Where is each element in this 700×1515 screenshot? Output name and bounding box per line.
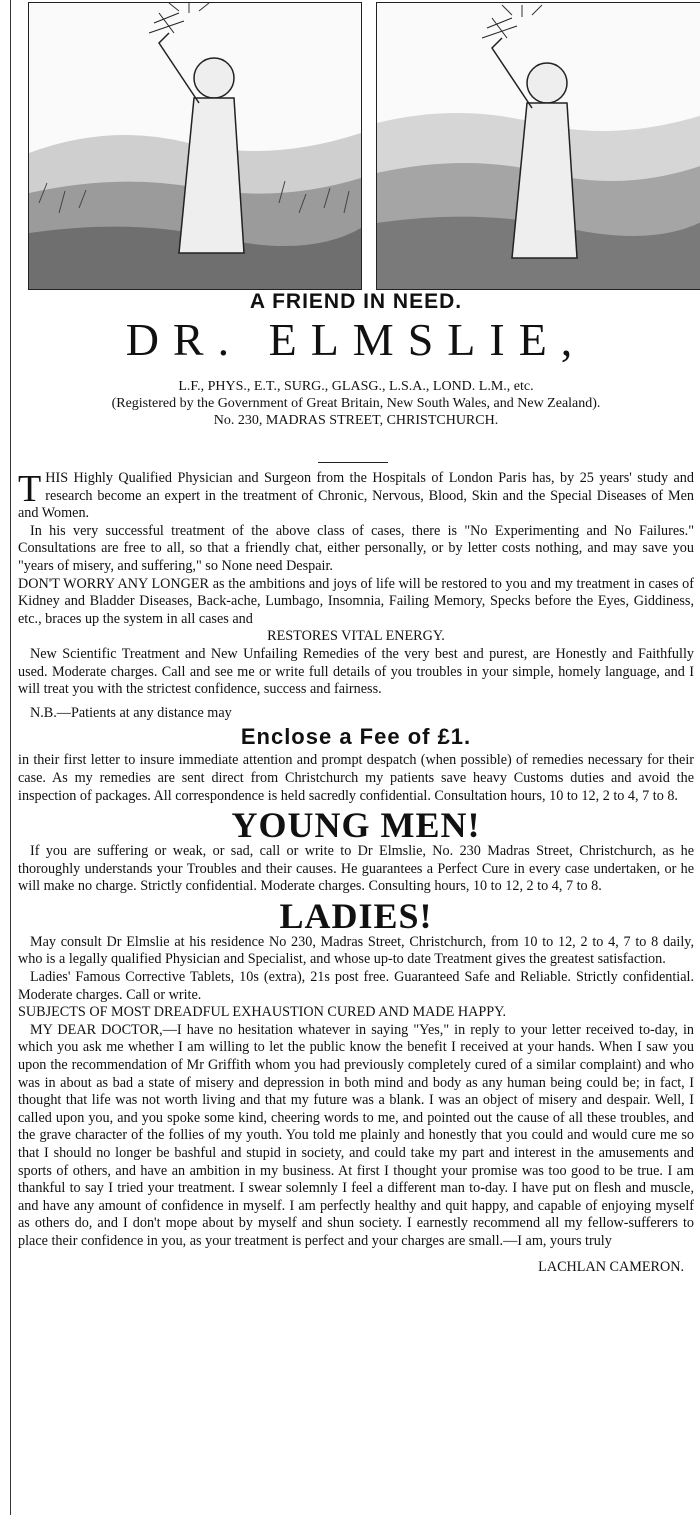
intro-paragraph-1	[18, 470, 694, 523]
ladies-heading: LADIES!	[279, 895, 433, 936]
intro-paragraph-3: DON'T WORRY ANY LONGER as the ambitions and joys of life will be restored to you and my treatment in cases of Kidney and Bladder Diseases, Back-ache, Lumbago, Insomnia, Failing Memory, Specks before the Eyes, Giddiness, etc., braces up the system in all cases and	[18, 575, 694, 627]
ladies-paragraph-2: Ladies' Famous Corrective Tablets, 10s (extra), 21s post free. Guaranteed Safe and Reliable. Strictly confidential. Moderate charges. Call or write.	[18, 969, 694, 1003]
figure-woman-right-illustration	[377, 3, 700, 289]
address-line: No. 230, MADRAS STREET, CHRISTCHURCH.	[213, 413, 499, 428]
column-rule	[10, 0, 11, 1515]
fee-heading: Enclose a Fee of £1.	[240, 724, 472, 750]
intro-paragraph-1-text: HIS Highly Qualified Physician and Surgeon from the Hospitals of London Paris has, by 25 years' study and research become an expert in the treatment of Chronic, Nervous, Blood, Skin and the Special Diseases of Men and Women.	[18, 470, 694, 522]
testimonial-heading: SUBJECTS OF MOST DREADFUL EXHAUSTION CURED AND MADE HAPPY.	[18, 1004, 507, 1021]
restores-vital-energy: RESTORES VITAL ENERGY.	[267, 628, 445, 645]
headline-doctor-name: DR. ELMSLIE,	[125, 314, 587, 365]
qualifications-line: L.F., PHYS., E.T., SURG., GLASG., L.S.A., LOND. L.M., etc.	[178, 379, 534, 394]
illustration-right	[376, 2, 700, 290]
nb-line: N.B.—Patients at any distance may	[30, 704, 232, 721]
young-men-paragraph: If you are suffering or weak, or sad, call or write to Dr Elmslie, No. 230 Madras Street, Christchurch, as he thoroughly understands your Troubles and their causes. He guarantees a Perfect Cure in every case undertaken, or he will make no charge. Strictly confidential. Moderate charges. Consulting hours, 10 to 12, 2 to 4, 7 to 8.	[18, 843, 694, 895]
qualifications-block	[18, 378, 694, 429]
young-men-heading: YOUNG MEN!	[231, 805, 481, 846]
intro-paragraph-4: New Scientific Treatment and New Unfailing Remedies of the very best and purest, are Honestly and Faithfully used. Moderate charges. Call and see me or write full details of you troubles in your simple, homely language, and I will treat you with the strictest confidence, success and fairness.	[18, 645, 694, 698]
headline-friend-in-need: A FRIEND IN NEED.	[249, 290, 463, 313]
drop-cap: T	[18, 468, 42, 510]
ladies-paragraph-1: May consult Dr Elmslie at his residence No 230, Madras Street, Christchurch, from 10 to 12, 2 to 4, 7 to 8 daily, who is a legally qualified Physician and Specialist, and whose up-to date Treatment gives the greatest satisfaction.	[18, 933, 694, 968]
registration-line: (Registered by the Government of Great Britain, New South Wales, and New Zealand).	[111, 396, 601, 411]
divider-rule	[318, 462, 388, 463]
testimonial-signature: LACHLAN CAMERON.	[538, 1258, 684, 1275]
testimonial-letter: MY DEAR DOCTOR,—I have no hesitation whatever in saying "Yes," in reply to your letter received to-day, in which you ask me whether I am willing to let the public know the benefit I received at your hands. When I saw you upon the recommendation of Mr Griffith whom you had previously completely cured of a similar complaint) and who was in about as bad a state of misery and depression in both mind and body as any human being could be; in fact, I thought that life was not worth living and that my future was a blank. I was an object of misery and despair. Well, I called upon you, and you spoke some kind, cheering words to me, and pointed out the cause of all these troubles, and the grave character of the follies of my youth. You told me plainly and honestly that you could and would cure me so that I should no longer be bashful and stupid in society, and could take my part and interest in the amusements and sports of others, and have an ambition in my business. At first I thought your promise was too good to be true. I am thankful to say I tried your treatment. I swear solemnly I feel a different man to-day. I have put on flesh and muscle, and have any amount of confidence in myself. I am perfectly healthy and quit happy, and capable of enjoying myself as others do, and I don't mope about by myself and shun society. I earnestly recommend all my fellow-sufferers to place their confidence in you, as your treatment is perfect and your charges are small.—I am, yours truly	[18, 1021, 694, 1249]
figure-woman-left-illustration	[29, 3, 361, 289]
illustration-left	[28, 2, 362, 290]
intro-section	[18, 470, 694, 1276]
intro-paragraph-2: In his very successful treatment of the above class of cases, there is "No Experimenting and No Failures." Consultations are free to all, so that a friendly chat, either personally, or by letter costs nothing, and may save you "years of misery, and suffering," so None need Despair.	[18, 522, 694, 574]
intro-paragraph-5: in their first letter to insure immediate attention and prompt despatch (when possible) of remedies necessary for their case. As my remedies are sent direct from Christchurch my patients save heavy Customs duties and avoid the inspection of packages. All correspondence is held sacredly confidential. Consultation hours, 10 to 12, 2 to 4, 7 to 8.	[18, 752, 694, 804]
